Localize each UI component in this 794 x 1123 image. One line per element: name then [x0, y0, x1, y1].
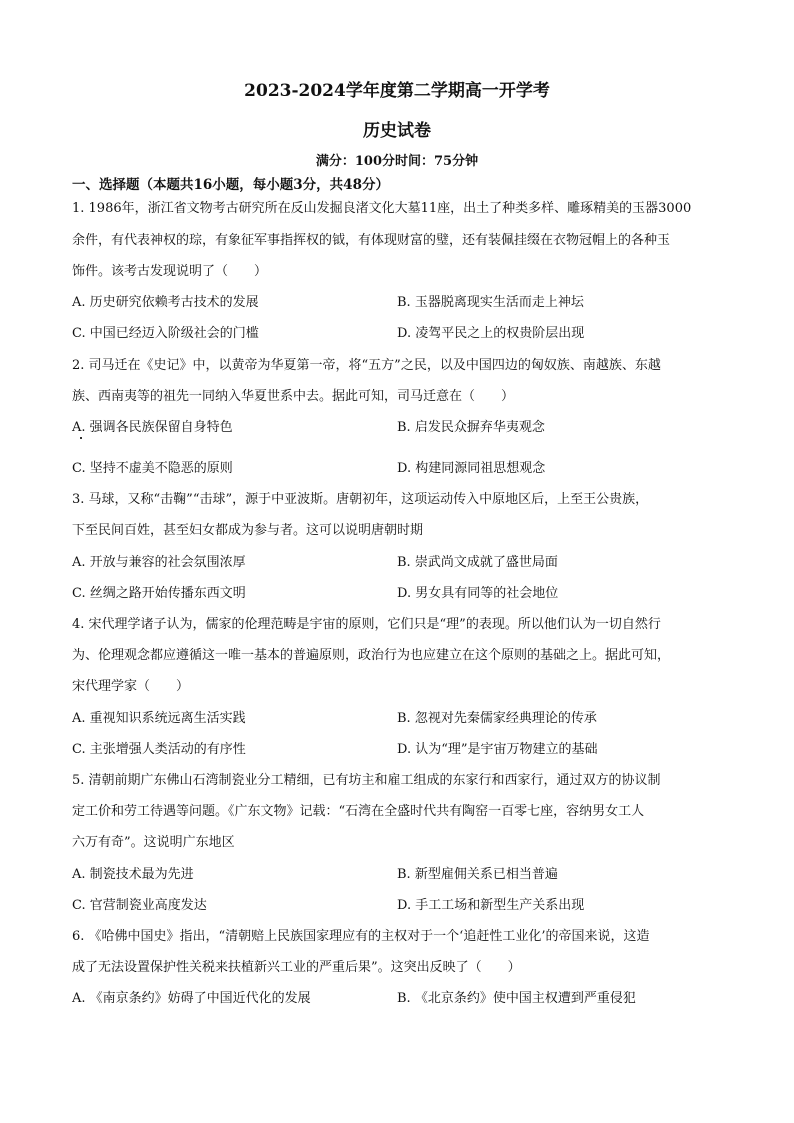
question-5-option-a: A. 制瓷技术最为先进 [72, 867, 194, 882]
question-3-option-a: A. 开放与兼容的社会氛围浓厚 [72, 555, 246, 570]
question-1-option-b: B. 玉器脱离现实生活而走上神坛 [397, 295, 584, 310]
question-4-option-b: B. 忽视对先秦儒家经典理论的传承 [397, 711, 597, 726]
question-3-option-d: D. 男女具有同等的社会地位 [397, 586, 559, 601]
exam-title: 2023-2024学年度第二学期高一开学考 [244, 81, 550, 101]
question-3-option-b: B. 崇武尚文成就了盛世局面 [397, 555, 558, 570]
question-5-line-2: 定工价和劳工待遇等问题。《广东文物》记载：“石湾在全盛时代共有陶窑一百零七座，容纳男女工人 [72, 804, 645, 819]
question-1-line-1: 1. 1986年，浙江省文物考古研究所在反山发掘良渚文化大墓11座，出土了种类多样、雕琢精美的玉器3000 [72, 201, 692, 216]
question-1-option-a: A. 历史研究依赖考古技术的发展 [72, 295, 259, 310]
question-3-line-1: 3. 马球，又称“击鞠”“击球”，源于中亚波斯。唐朝初年，这项运动传入中原地区后，上至王公贵族， [72, 492, 649, 507]
question-4-line-1: 4. 宋代理学诸子认为，儒家的伦理范畴是宇宙的原则，它们只是“理”的表现。所以他们认为一切自然行 [72, 617, 661, 632]
question-6-line-1: 6. 《哈佛中国史》指出，“清朝赔上民族国家理应有的主权对于一个‘追赶性工业化’的帝国来说，这造 [72, 929, 650, 944]
question-2-option-a: A. 强调各民族保留自身特色 [72, 420, 233, 435]
question-1-line-3: 饰件。该考古发现说明了（ ） [72, 264, 268, 279]
question-5-option-b: B. 新型雇佣关系已相当普遍 [397, 867, 558, 882]
question-4-line-2: 为、伦理观念都应遵循这一唯一基本的普遍原则，政治行为也应建立在这个原则的基础之上。据此可知， [72, 648, 671, 663]
question-2-option-b: B. 启发民众摒弃华夷观念 [397, 420, 545, 435]
question-5-option-c: C. 官营制瓷业高度发达 [72, 898, 207, 913]
question-1-option-c: C. 中国已经迈入阶级社会的门槛 [72, 326, 259, 341]
subject-title: 历史试卷 [363, 121, 431, 141]
question-4-option-a: A. 重视知识系统远离生活实践 [72, 711, 246, 726]
question-1-line-2: 余件，有代表神权的琮，有象征军事指挥权的钺，有体现财富的璧，还有装佩挂缀在衣物冠帽上的各种玉 [72, 233, 671, 248]
scan-speck [80, 437, 82, 439]
question-6-option-b: B. 《北京条约》使中国主权遭到严重侵犯 [397, 991, 636, 1006]
score-time-info: 满分：100分时间：75分钟 [315, 154, 479, 169]
question-2-option-d: D. 构建同源同祖思想观念 [397, 461, 546, 476]
question-6-line-2: 成了无法设置保护性关税来扶植新兴工业的严重后果”。这突出反映了（ ） [72, 960, 521, 975]
question-4-line-3: 宋代理学家（ ） [72, 679, 190, 694]
question-3-option-c: C. 丝绸之路开始传播东西文明 [72, 586, 246, 601]
question-4-option-c: C. 主张增强人类活动的有序性 [72, 742, 246, 757]
question-2-option-c: C. 坚持不虚美不隐恶的原则 [72, 461, 233, 476]
question-2-line-2: 族、西南夷等的祖先一同纳入华夏世系中去。据此可知，司马迁意在（ ） [72, 389, 515, 404]
question-5-option-d: D. 手工工场和新型生产关系出现 [397, 898, 585, 913]
question-2-line-1: 2. 司马迁在《史记》中，以黄帝为华夏第一帝，将“五方”之民，以及中国四边的匈奴族、南越族、东越 [72, 358, 661, 373]
question-5-line-3: 六万有奇”。这说明广东地区 [72, 835, 235, 850]
section-heading: 一、选择题（本题共16小题，每小题3分，共48分） [72, 177, 389, 193]
question-5-line-1: 5. 清朝前期广东佛山石湾制瓷业分工精细，已有坊主和雇工组成的东家行和西家行，通过双方的协议制 [72, 773, 661, 788]
question-4-option-d: D. 认为“理”是宇宙万物建立的基础 [397, 742, 598, 757]
question-6-option-a: A. 《南京条约》妨碍了中国近代化的发展 [72, 991, 311, 1006]
question-3-line-2: 下至民间百姓，甚至妇女都成为参与者。这可以说明唐朝时期 [72, 523, 424, 538]
question-1-option-d: D. 凌驾平民之上的权贵阶层出现 [397, 326, 585, 341]
